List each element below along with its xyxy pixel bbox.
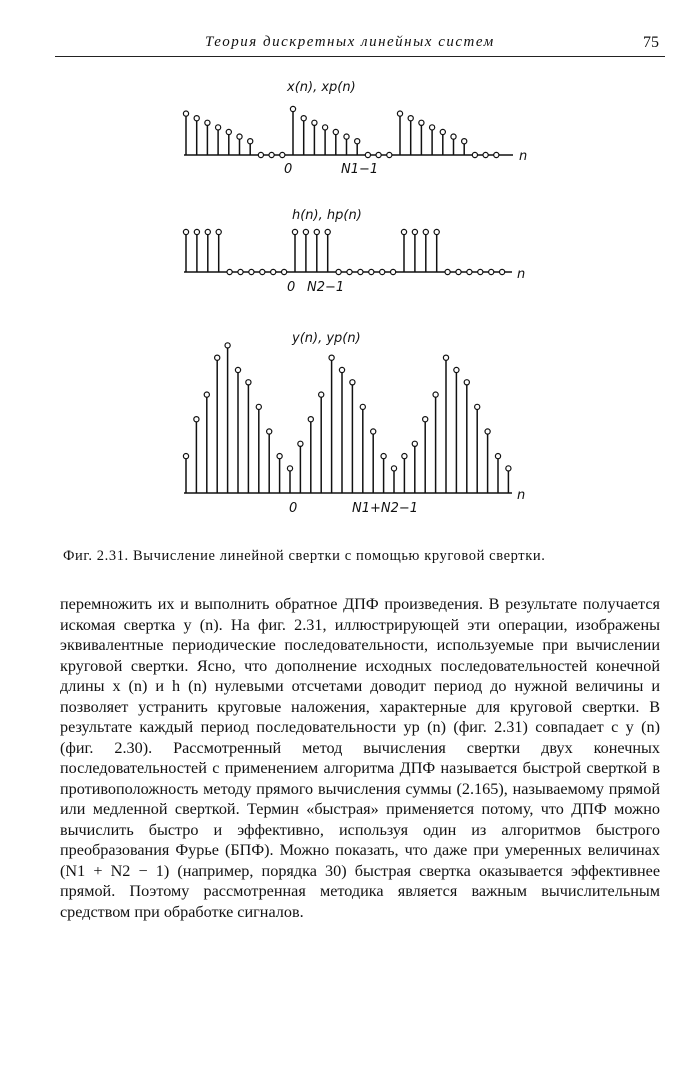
stem-point	[183, 111, 188, 116]
plot-y-sequence	[183, 331, 525, 516]
zero-sample	[467, 269, 472, 274]
stem-point	[194, 229, 199, 234]
stem-point	[506, 466, 511, 471]
zero-sample	[478, 269, 483, 274]
zero-sample	[227, 269, 232, 274]
stem-point	[454, 367, 459, 372]
stem-point	[475, 404, 480, 409]
stem-point	[183, 229, 188, 234]
stem-point	[355, 139, 360, 144]
stem-point	[419, 120, 424, 125]
stem-point	[412, 441, 417, 446]
stem-point	[325, 229, 330, 234]
plot3-tick-end: N1+N2−1	[352, 501, 419, 516]
stem-point	[298, 441, 303, 446]
zero-sample	[271, 269, 276, 274]
stem-point	[430, 125, 435, 130]
stem-point	[360, 404, 365, 409]
zero-sample	[358, 269, 363, 274]
stem-point	[303, 229, 308, 234]
stem-point	[485, 429, 490, 434]
zero-sample	[249, 269, 254, 274]
stem-point	[423, 417, 428, 422]
stem-point	[204, 392, 209, 397]
zero-sample	[494, 152, 499, 157]
zero-sample	[456, 269, 461, 274]
stem-point	[216, 125, 221, 130]
stem-point	[308, 417, 313, 422]
zero-sample	[369, 269, 374, 274]
stem-point	[397, 111, 402, 116]
zero-sample	[376, 152, 381, 157]
zero-sample	[489, 269, 494, 274]
stem-point	[319, 392, 324, 397]
zero-sample	[391, 269, 396, 274]
stem-point	[495, 454, 500, 459]
zero-sample	[258, 152, 263, 157]
stem-point	[423, 229, 428, 234]
plot1-title: x(n), xp(n)	[287, 80, 356, 95]
zero-sample	[260, 269, 265, 274]
stem-point	[205, 229, 210, 234]
zero-sample	[500, 269, 505, 274]
zero-sample	[347, 269, 352, 274]
plot1-tick-end: N1−1	[341, 162, 379, 177]
plot2-tick-zero: 0	[287, 280, 296, 295]
plot3-axis-label: n	[517, 488, 526, 503]
stem-point	[292, 229, 297, 234]
stem-point	[225, 343, 230, 348]
plot1-tick-zero: 0	[284, 162, 293, 177]
stem-point	[235, 367, 240, 372]
stem-point	[402, 454, 407, 459]
zero-sample	[445, 269, 450, 274]
stem-point	[194, 417, 199, 422]
stem-point	[443, 355, 448, 360]
stem-point	[277, 454, 282, 459]
stem-point	[381, 454, 386, 459]
figure-caption: Фиг. 2.31. Вычисление линейной свертки с помощью круговой свертки.	[63, 548, 546, 564]
zero-sample	[282, 269, 287, 274]
page-number: 75	[643, 34, 659, 51]
stem-point	[408, 116, 413, 121]
stem-point	[183, 454, 188, 459]
zero-sample	[280, 152, 285, 157]
plot3-tick-zero: 0	[289, 501, 298, 516]
stem-point	[290, 106, 295, 111]
plot-x-sequence	[183, 80, 527, 177]
stem-point	[433, 392, 438, 397]
plot2-tick-end: N2−1	[307, 280, 345, 295]
stem-point	[194, 116, 199, 121]
zero-sample	[238, 269, 243, 274]
zero-sample	[365, 152, 370, 157]
stem-point	[287, 466, 292, 471]
stem-point	[434, 229, 439, 234]
stem-point	[323, 125, 328, 130]
stem-point	[333, 129, 338, 134]
stem-point	[344, 134, 349, 139]
body-paragraph: перемножить их и выполнить обратное ДПФ произведения. В результате получается искомая свертка y (n). На фиг. 2.31, иллюстрирующей эти операции, изображены эквивалентные периодические последовательности, используемые при вычислении круговой свертки. Ясно, что дополнение исходных последовательностей конечной длины x (n) и h (n) нулевыми отсчетами доводит период до нужной величины и позволяет устранить круговые наложения, характерные для круговой свертки. В результате каждый период последовательности yp (n) (фиг. 2.31) совпадает с y (n) (фиг. 2.30). Рассмотренный метод вычисления свертки двух конечных последовательностей с применением алгоритма ДПФ называется быстрой сверткой в противоположность методу прямого вычисления суммы (2.165), называемому прямой или медленной сверткой. Термин «быстрая» применяется потому, что ДПФ можно вычислить быстро и эффективно, используя один из алгоритмов быстрого преобразования Фурье (БПФ). Можно показать, что даже при умеренных величинах (N1 + N2 − 1) (например, порядка 30) быстрая свертка оказывается эффективнее прямой. Поэтому рассмотренная методика является важным вычислительным средством при обработке сигналов.	[60, 595, 660, 921]
stem-point	[301, 116, 306, 121]
zero-sample	[380, 269, 385, 274]
stem-point	[440, 129, 445, 134]
stem-point	[329, 355, 334, 360]
stem-point	[462, 139, 467, 144]
stem-point	[391, 466, 396, 471]
stem-point	[371, 429, 376, 434]
stem-point	[246, 380, 251, 385]
plot2-title: h(n), hp(n)	[292, 208, 362, 223]
zero-sample	[387, 152, 392, 157]
stem-point	[451, 134, 456, 139]
zero-sample	[472, 152, 477, 157]
stem-point	[248, 139, 253, 144]
stem-point	[350, 380, 355, 385]
running-head: Теория дискретных линейных систем	[205, 34, 495, 50]
stem-point	[314, 229, 319, 234]
stem-point	[339, 367, 344, 372]
stem-point	[226, 129, 231, 134]
stem-point	[312, 120, 317, 125]
stem-point	[401, 229, 406, 234]
plot2-axis-label: n	[517, 267, 526, 282]
zero-sample	[269, 152, 274, 157]
stem-point	[267, 429, 272, 434]
stem-point	[412, 229, 417, 234]
stem-point	[216, 229, 221, 234]
stem-point	[464, 380, 469, 385]
stem-point	[215, 355, 220, 360]
plot3-title: y(n), yp(n)	[292, 331, 361, 346]
plot-h-sequence	[183, 208, 525, 295]
plot1-axis-label: n	[519, 149, 528, 164]
zero-sample	[336, 269, 341, 274]
zero-sample	[483, 152, 488, 157]
stem-point	[256, 404, 261, 409]
stem-point	[237, 134, 242, 139]
stem-point	[205, 120, 210, 125]
